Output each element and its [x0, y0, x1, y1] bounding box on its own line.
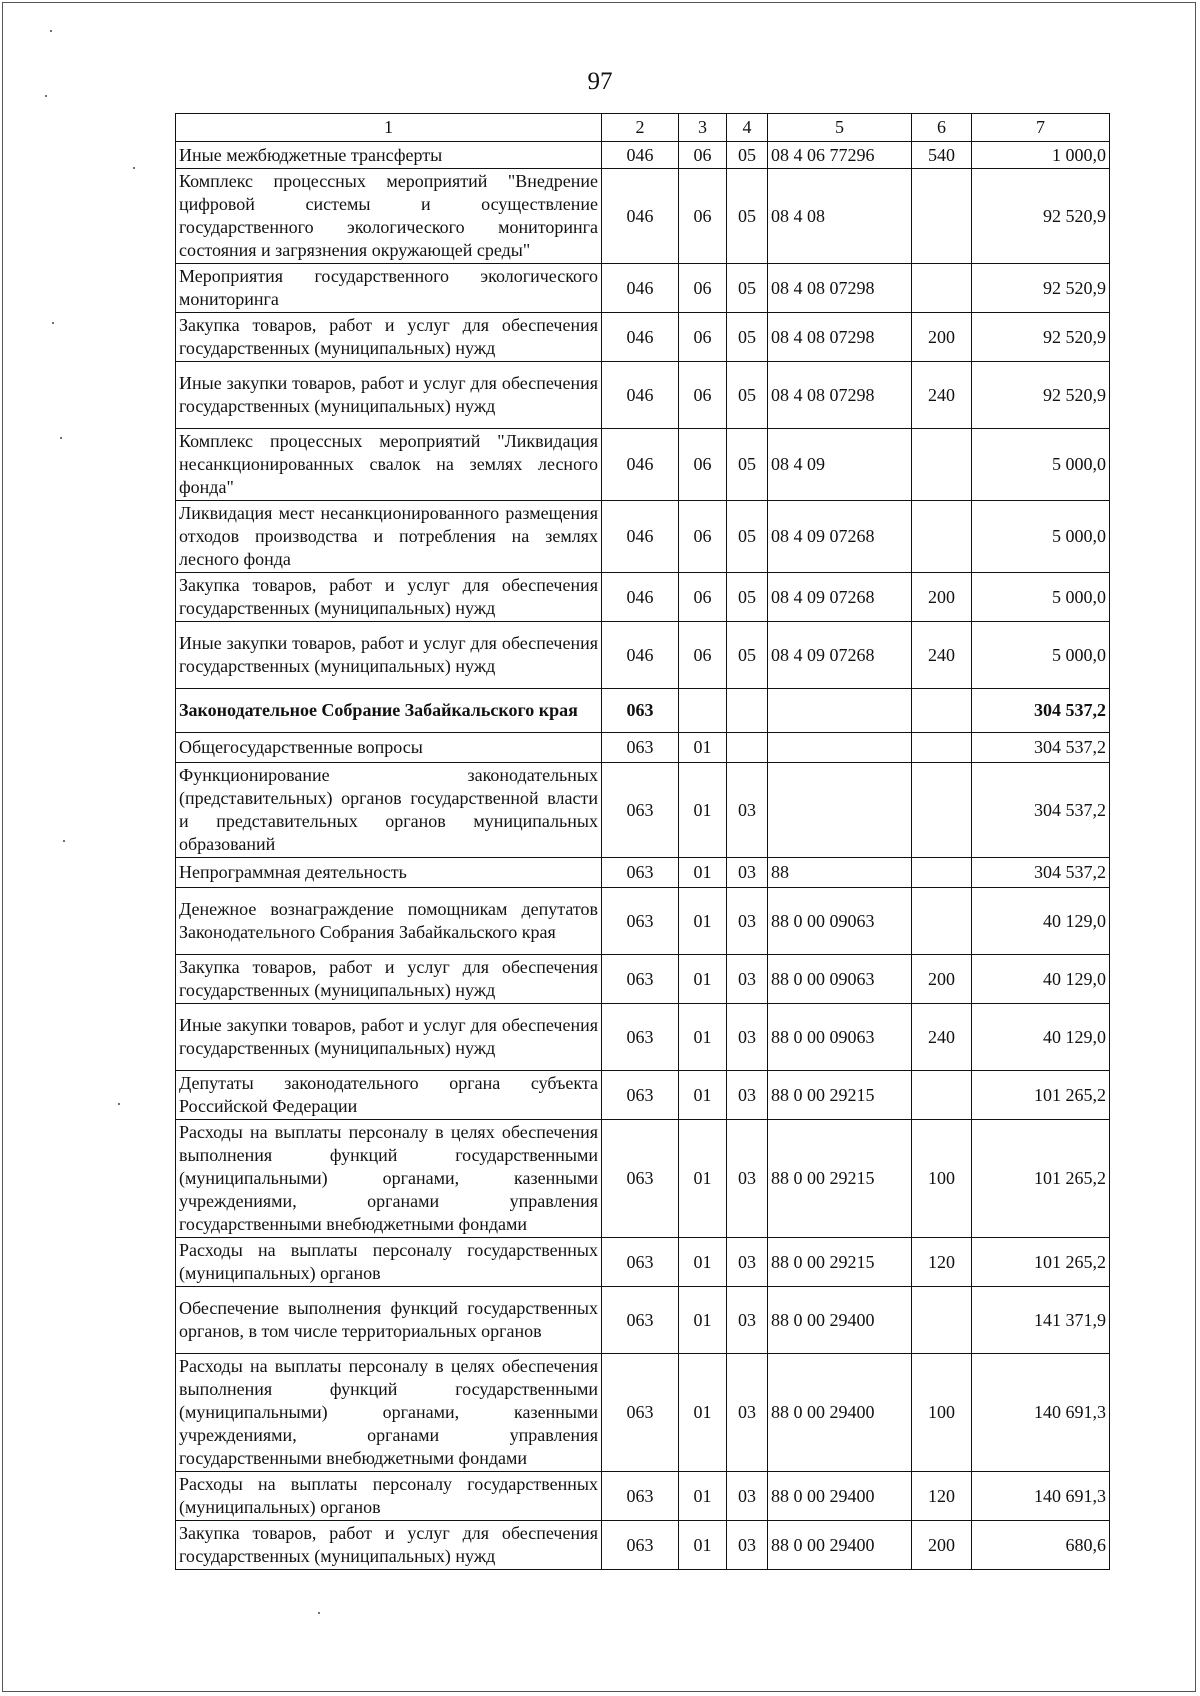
- amount-cell: 40 129,0: [972, 888, 1110, 955]
- subsection-code-cell: [727, 689, 768, 733]
- subsection-code-cell: 03: [727, 1071, 768, 1120]
- amount-cell: 140 691,3: [972, 1472, 1110, 1521]
- amount-cell: 1 000,0: [972, 142, 1110, 169]
- amount-cell: 680,6: [972, 1521, 1110, 1570]
- target-article-cell: 08 4 06 77296: [768, 142, 912, 169]
- table-row: [176, 264, 1110, 313]
- row-name-cell: Иные закупки товаров, работ и услуг для обеспечения государственных (муниципальных) нужд: [176, 1004, 602, 1071]
- table-row: [176, 733, 1110, 763]
- amount-cell: 101 265,2: [972, 1071, 1110, 1120]
- row-name-cell: Расходы на выплаты персоналу государственных (муниципальных) органов: [176, 1238, 602, 1287]
- scan-speck: [318, 1612, 320, 1614]
- admin-code-cell: 063: [602, 763, 679, 858]
- expense-type-cell: [912, 858, 972, 888]
- row-name-cell: Иные закупки товаров, работ и услуг для обеспечения государственных (муниципальных) нужд: [176, 622, 602, 689]
- table-row: [176, 362, 1110, 429]
- column-header: 2: [602, 114, 679, 142]
- amount-cell: 304 537,2: [972, 763, 1110, 858]
- amount-cell: 101 265,2: [972, 1120, 1110, 1238]
- admin-code-cell: 046: [602, 429, 679, 501]
- table-row: [176, 142, 1110, 169]
- section-code-cell: 01: [679, 1472, 727, 1521]
- row-name-cell: Расходы на выплаты персоналу в целях обеспечения выполнения функций государственными (муниципальными) органами, казенными учреждениями, органами управления государственными внебюджетными фондами: [176, 1354, 602, 1472]
- expense-type-cell: [912, 1287, 972, 1354]
- amount-cell: 101 265,2: [972, 1238, 1110, 1287]
- subsection-code-cell: 05: [727, 313, 768, 362]
- subsection-code-cell: 03: [727, 1238, 768, 1287]
- expense-type-cell: [912, 733, 972, 763]
- expense-type-cell: 200: [912, 313, 972, 362]
- subsection-code-cell: 03: [727, 955, 768, 1004]
- page-number: 97: [587, 68, 613, 95]
- expense-type-cell: [912, 429, 972, 501]
- target-article-cell: 88 0 00 29215: [768, 1238, 912, 1287]
- table-row: [176, 858, 1110, 888]
- amount-cell: 40 129,0: [972, 1004, 1110, 1071]
- row-name-cell: Функционирование законодательных (представительных) органов государственной власти и представительных органов муниципальных образований: [176, 763, 602, 858]
- scan-speck: [118, 1103, 120, 1105]
- budget-table: [175, 113, 1110, 1570]
- admin-code-cell: 063: [602, 1071, 679, 1120]
- target-article-cell: 08 4 09 07268: [768, 622, 912, 689]
- table-row: [176, 573, 1110, 622]
- row-name-cell: Иные межбюджетные трансферты: [176, 142, 602, 169]
- column-header: 1: [176, 114, 602, 142]
- admin-code-cell: 046: [602, 142, 679, 169]
- section-code-cell: 06: [679, 142, 727, 169]
- expense-type-cell: 240: [912, 1004, 972, 1071]
- target-article-cell: 88 0 00 29400: [768, 1354, 912, 1472]
- admin-code-cell: 063: [602, 733, 679, 763]
- amount-cell: 5 000,0: [972, 622, 1110, 689]
- section-code-cell: 06: [679, 313, 727, 362]
- expense-type-cell: [912, 264, 972, 313]
- target-article-cell: 88 0 00 29215: [768, 1071, 912, 1120]
- row-name-cell: Законодательное Собрание Забайкальского края: [176, 689, 602, 733]
- section-code-cell: 06: [679, 362, 727, 429]
- admin-code-cell: 063: [602, 888, 679, 955]
- table-row: [176, 763, 1110, 858]
- target-article-cell: 08 4 09: [768, 429, 912, 501]
- subsection-code-cell: 05: [727, 501, 768, 573]
- admin-code-cell: 063: [602, 1004, 679, 1071]
- target-article-cell: 08 4 09 07268: [768, 573, 912, 622]
- subsection-code-cell: 03: [727, 1287, 768, 1354]
- table-row: [176, 955, 1110, 1004]
- amount-cell: 304 537,2: [972, 858, 1110, 888]
- subsection-code-cell: [727, 733, 768, 763]
- amount-cell: 140 691,3: [972, 1354, 1110, 1472]
- table-row: [176, 313, 1110, 362]
- row-name-cell: Комплекс процессных мероприятий "Ликвидация несанкционированных свалок на землях лесного фонда": [176, 429, 602, 501]
- subsection-code-cell: 05: [727, 573, 768, 622]
- expense-type-cell: [912, 763, 972, 858]
- row-name-cell: Депутаты законодательного органа субъекта Российской Федерации: [176, 1071, 602, 1120]
- row-name-cell: Денежное вознаграждение помощникам депутатов Законодательного Собрания Забайкальского края: [176, 888, 602, 955]
- table-row: [176, 1071, 1110, 1120]
- target-article-cell: [768, 763, 912, 858]
- scan-speck: [133, 167, 135, 169]
- subsection-code-cell: 05: [727, 142, 768, 169]
- amount-cell: 304 537,2: [972, 689, 1110, 733]
- target-article-cell: 88 0 00 09063: [768, 888, 912, 955]
- section-code-cell: 06: [679, 264, 727, 313]
- amount-cell: 92 520,9: [972, 313, 1110, 362]
- row-name-cell: Ликвидация мест несанкционированного размещения отходов производства и потребления на землях лесного фонда: [176, 501, 602, 573]
- section-code-cell: 01: [679, 1287, 727, 1354]
- table-row: [176, 169, 1110, 264]
- subsection-code-cell: 05: [727, 169, 768, 264]
- admin-code-cell: 046: [602, 501, 679, 573]
- row-name-cell: Комплекс процессных мероприятий "Внедрение цифровой системы и осуществление государственного экологического мониторинга состояния и загрязнения окружающей среды": [176, 169, 602, 264]
- section-code-cell: 01: [679, 733, 727, 763]
- section-code-cell: 06: [679, 622, 727, 689]
- section-code-cell: 01: [679, 955, 727, 1004]
- amount-cell: 5 000,0: [972, 573, 1110, 622]
- row-name-cell: Обеспечение выполнения функций государственных органов, в том числе территориальных органов: [176, 1287, 602, 1354]
- admin-code-cell: 046: [602, 573, 679, 622]
- expense-type-cell: 120: [912, 1472, 972, 1521]
- row-name-cell: Расходы на выплаты персоналу государственных (муниципальных) органов: [176, 1472, 602, 1521]
- expense-type-cell: [912, 501, 972, 573]
- admin-code-cell: 063: [602, 858, 679, 888]
- target-article-cell: 88 0 00 29400: [768, 1521, 912, 1570]
- subsection-code-cell: 03: [727, 763, 768, 858]
- expense-type-cell: [912, 888, 972, 955]
- scan-speck: [52, 322, 54, 324]
- subsection-code-cell: 03: [727, 1521, 768, 1570]
- column-header: 3: [679, 114, 727, 142]
- section-code-cell: 01: [679, 1071, 727, 1120]
- table-row: [176, 1472, 1110, 1521]
- header-row: [176, 114, 1110, 142]
- target-article-cell: [768, 733, 912, 763]
- admin-code-cell: 046: [602, 362, 679, 429]
- amount-cell: 40 129,0: [972, 955, 1110, 1004]
- subsection-code-cell: 03: [727, 1120, 768, 1238]
- table-header: [176, 114, 1110, 142]
- table-row: [176, 501, 1110, 573]
- admin-code-cell: 063: [602, 1472, 679, 1521]
- subsection-code-cell: 05: [727, 264, 768, 313]
- table-row: [176, 689, 1110, 733]
- amount-cell: 92 520,9: [972, 264, 1110, 313]
- section-code-cell: 06: [679, 429, 727, 501]
- scan-speck: [63, 840, 65, 842]
- table-row: [176, 1521, 1110, 1570]
- section-code-cell: 01: [679, 1120, 727, 1238]
- column-header: 4: [727, 114, 768, 142]
- admin-code-cell: 063: [602, 1521, 679, 1570]
- table-row: [176, 622, 1110, 689]
- scan-speck: [60, 437, 62, 439]
- section-code-cell: 06: [679, 501, 727, 573]
- admin-code-cell: 046: [602, 264, 679, 313]
- table-row: [176, 429, 1110, 501]
- table-row: [176, 1287, 1110, 1354]
- admin-code-cell: 063: [602, 1120, 679, 1238]
- amount-cell: 92 520,9: [972, 362, 1110, 429]
- table-row: [176, 1354, 1110, 1472]
- expense-type-cell: 100: [912, 1354, 972, 1472]
- scan-speck: [50, 30, 52, 32]
- subsection-code-cell: 03: [727, 1472, 768, 1521]
- row-name-cell: Иные закупки товаров, работ и услуг для обеспечения государственных (муниципальных) нужд: [176, 362, 602, 429]
- admin-code-cell: 063: [602, 1354, 679, 1472]
- amount-cell: 141 371,9: [972, 1287, 1110, 1354]
- admin-code-cell: 063: [602, 689, 679, 733]
- target-article-cell: 88 0 00 09063: [768, 1004, 912, 1071]
- table-body: [176, 142, 1110, 1570]
- target-article-cell: 08 4 08 07298: [768, 264, 912, 313]
- admin-code-cell: 063: [602, 1287, 679, 1354]
- section-code-cell: 01: [679, 763, 727, 858]
- target-article-cell: 88 0 00 29400: [768, 1472, 912, 1521]
- target-article-cell: 88 0 00 29215: [768, 1120, 912, 1238]
- expense-type-cell: 240: [912, 362, 972, 429]
- subsection-code-cell: 05: [727, 622, 768, 689]
- row-name-cell: Закупка товаров, работ и услуг для обеспечения государственных (муниципальных) нужд: [176, 1521, 602, 1570]
- subsection-code-cell: 03: [727, 888, 768, 955]
- row-name-cell: Закупка товаров, работ и услуг для обеспечения государственных (муниципальных) нужд: [176, 313, 602, 362]
- section-code-cell: 01: [679, 1521, 727, 1570]
- target-article-cell: 08 4 08: [768, 169, 912, 264]
- amount-cell: 5 000,0: [972, 429, 1110, 501]
- expense-type-cell: [912, 689, 972, 733]
- section-code-cell: 01: [679, 858, 727, 888]
- admin-code-cell: 063: [602, 955, 679, 1004]
- target-article-cell: 88: [768, 858, 912, 888]
- admin-code-cell: 046: [602, 169, 679, 264]
- table-row: [176, 1120, 1110, 1238]
- admin-code-cell: 046: [602, 622, 679, 689]
- expense-type-cell: 120: [912, 1238, 972, 1287]
- target-article-cell: 08 4 08 07298: [768, 313, 912, 362]
- column-header: 5: [768, 114, 912, 142]
- admin-code-cell: 063: [602, 1238, 679, 1287]
- table-row: [176, 888, 1110, 955]
- subsection-code-cell: 05: [727, 362, 768, 429]
- amount-cell: 5 000,0: [972, 501, 1110, 573]
- table-row: [176, 1238, 1110, 1287]
- target-article-cell: 08 4 09 07268: [768, 501, 912, 573]
- section-code-cell: 01: [679, 1004, 727, 1071]
- expense-type-cell: 200: [912, 573, 972, 622]
- expense-type-cell: 540: [912, 142, 972, 169]
- section-code-cell: 06: [679, 169, 727, 264]
- expense-type-cell: 200: [912, 1521, 972, 1570]
- row-name-cell: Общегосударственные вопросы: [176, 733, 602, 763]
- section-code-cell: 01: [679, 1354, 727, 1472]
- target-article-cell: 08 4 08 07298: [768, 362, 912, 429]
- amount-cell: 92 520,9: [972, 169, 1110, 264]
- subsection-code-cell: 03: [727, 1004, 768, 1071]
- expense-type-cell: [912, 169, 972, 264]
- subsection-code-cell: 03: [727, 1354, 768, 1472]
- row-name-cell: Закупка товаров, работ и услуг для обеспечения государственных (муниципальных) нужд: [176, 573, 602, 622]
- target-article-cell: 88 0 00 29400: [768, 1287, 912, 1354]
- expense-type-cell: [912, 1071, 972, 1120]
- expense-type-cell: 240: [912, 622, 972, 689]
- section-code-cell: 06: [679, 573, 727, 622]
- section-code-cell: [679, 689, 727, 733]
- section-code-cell: 01: [679, 888, 727, 955]
- column-header: 7: [972, 114, 1110, 142]
- subsection-code-cell: 05: [727, 429, 768, 501]
- column-header: 6: [912, 114, 972, 142]
- admin-code-cell: 046: [602, 313, 679, 362]
- row-name-cell: Закупка товаров, работ и услуг для обеспечения государственных (муниципальных) нужд: [176, 955, 602, 1004]
- amount-cell: 304 537,2: [972, 733, 1110, 763]
- expense-type-cell: 100: [912, 1120, 972, 1238]
- subsection-code-cell: 03: [727, 858, 768, 888]
- expense-type-cell: 200: [912, 955, 972, 1004]
- target-article-cell: [768, 689, 912, 733]
- target-article-cell: 88 0 00 09063: [768, 955, 912, 1004]
- table-row: [176, 1004, 1110, 1071]
- row-name-cell: Мероприятия государственного экологического мониторинга: [176, 264, 602, 313]
- row-name-cell: Непрограммная деятельность: [176, 858, 602, 888]
- section-code-cell: 01: [679, 1238, 727, 1287]
- row-name-cell: Расходы на выплаты персоналу в целях обеспечения выполнения функций государственными (муниципальными) органами, казенными учреждениями, органами управления государственными внебюджетными фондами: [176, 1120, 602, 1238]
